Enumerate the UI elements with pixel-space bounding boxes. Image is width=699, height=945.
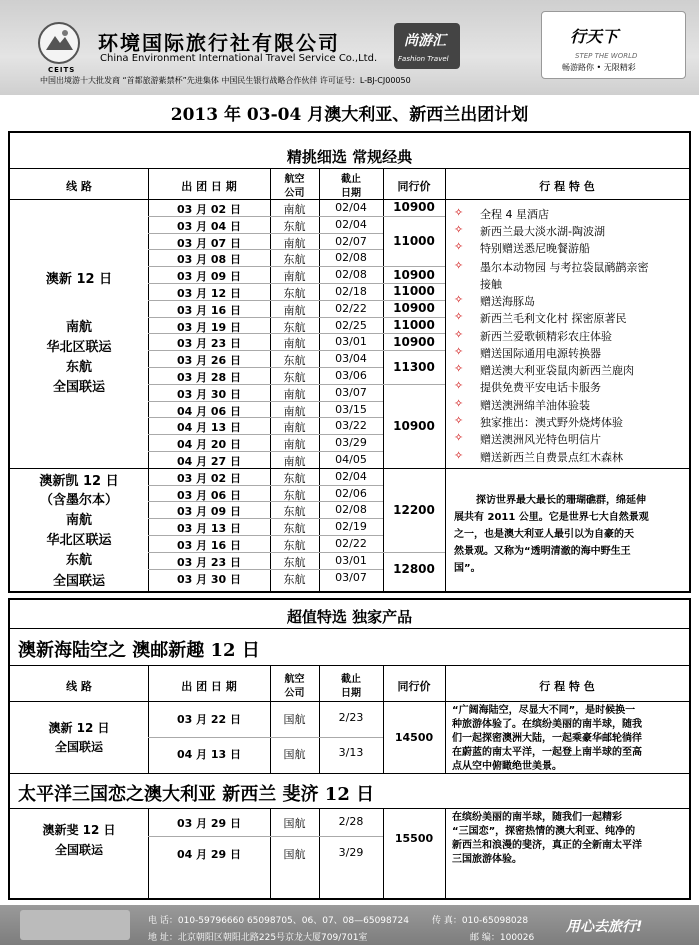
fashion-travel-en: Fashion Travel	[398, 55, 449, 63]
divider	[445, 665, 446, 773]
fashion-travel-cn: 尚游汇	[404, 33, 446, 49]
route2-line: 澳新凯 12 日	[39, 474, 119, 489]
row-divider	[148, 451, 383, 452]
star-icon: ✧	[454, 310, 464, 323]
s2-col-deadline1: 截止	[341, 674, 361, 685]
row-divider	[148, 552, 383, 553]
feature-item: 赠送澳大利亚袋鼠肉新西兰鹿肉	[480, 364, 634, 377]
row-divider	[148, 367, 383, 368]
page-title: 2013 年 03-04 月澳大利亚、新西兰出团计划	[170, 105, 529, 125]
airline: 国航	[283, 817, 306, 830]
divider	[445, 808, 446, 898]
depart-date: 03 月 13 日	[176, 522, 242, 536]
section1-desc-line: 展共有 2011 公里。它是世界七大自然景观	[454, 512, 649, 523]
footer-address: 地 址：北京朝阳区朝阳北路225号京龙大厦709/701室	[148, 933, 368, 943]
deadline: 03/29	[335, 436, 367, 450]
feature-item: 赠送澳洲风光特色明信片	[480, 433, 601, 446]
route1-line: 澳新 12 日	[45, 272, 113, 287]
s2-col-air1: 航空	[284, 674, 305, 685]
deadline: 02/08	[335, 503, 367, 517]
deadline: 02/25	[335, 318, 367, 332]
deadline: 02/08	[335, 268, 367, 282]
depart-date: 03 月 22 日	[176, 713, 242, 726]
step-world-logo-en: STEP THE WORLD	[575, 52, 638, 60]
row-divider	[148, 401, 383, 402]
peer-price: 11000	[393, 318, 435, 332]
promo-desc-line: 三国旅游体验。	[452, 854, 522, 865]
deadline: 03/07	[335, 385, 367, 399]
s2-route1-line2: 全国联运	[54, 740, 103, 754]
star-icon: ✧	[454, 240, 464, 253]
airline: 东航	[283, 522, 306, 536]
divider	[383, 808, 384, 898]
col-date: 出 团 日 期	[181, 180, 237, 193]
route1-line: 全国联运	[52, 380, 105, 395]
star-icon: ✧	[454, 206, 464, 219]
col-price: 同行价	[397, 180, 431, 193]
deadline: 04/05	[335, 453, 367, 466]
deadline: 02/04	[335, 201, 367, 214]
peer-price: 11000	[393, 284, 435, 299]
feature-item: 赠送澳洲绵羊油体验装	[480, 399, 590, 412]
route1-line: 华北区联运	[46, 340, 112, 355]
depart-date: 03 月 12 日	[176, 287, 242, 300]
promo-desc-line: 在蔚蓝的南太平洋，一起登上南半球的至高	[452, 747, 642, 758]
depart-date: 04 月 27 日	[176, 455, 242, 468]
divider	[383, 168, 384, 592]
airline: 东航	[283, 253, 306, 267]
depart-date: 03 月 09 日	[176, 270, 242, 284]
s2-route2-line2: 全国联运	[54, 843, 103, 857]
star-icon: ✧	[454, 362, 464, 375]
airline: 东航	[283, 471, 306, 485]
promo-desc-line: 新西兰和浪漫的斐济，真正的全新南太平洋	[452, 840, 642, 851]
promo-desc-line: 在缤纷美丽的南半球，随我们一起精彩	[452, 812, 622, 823]
row-divider	[148, 233, 383, 234]
footer-slogan: 用心去旅行!	[566, 919, 643, 935]
deadline: 02/06	[335, 486, 367, 500]
row-divider	[148, 485, 383, 486]
depart-date: 03 月 02 日	[176, 471, 242, 485]
s2-col-date: 出 团 日 期	[181, 680, 237, 693]
peer-price: 12200	[393, 502, 435, 517]
divider	[10, 701, 689, 702]
star-icon: ✧	[454, 328, 464, 341]
peer-price: 10900	[393, 334, 435, 349]
depart-date: 04 月 29 日	[176, 848, 242, 861]
depart-date: 03 月 16 日	[176, 303, 242, 317]
depart-date: 03 月 28 日	[176, 371, 242, 384]
route2-line: 东航	[65, 553, 92, 568]
step-world-logo-text: 行天下	[570, 27, 619, 46]
depart-date: 04 月 20 日	[176, 438, 242, 452]
airline: 东航	[283, 555, 306, 569]
depart-date: 03 月 26 日	[176, 354, 242, 368]
deadline: 03/15	[335, 402, 367, 416]
airline: 东航	[283, 354, 306, 368]
ceits-label: CEITS	[48, 66, 76, 74]
star-icon: ✧	[454, 345, 464, 358]
deadline: 02/08	[335, 251, 367, 265]
feature-item: 赠送新西兰自费景点红木森林	[480, 451, 623, 464]
deadline: 03/04	[335, 352, 367, 366]
airline: 南航	[283, 387, 306, 401]
col-deadline2: 日期	[341, 188, 361, 199]
promo1-title: 澳新海陆空之 澳邮新趣 12 日	[18, 640, 260, 661]
airline: 南航	[283, 270, 306, 284]
feature-item: 提供免费平安电话卡服务	[480, 381, 601, 394]
depart-date: 03 月 23 日	[176, 555, 242, 569]
promo-desc-line: 们一起探密澳洲大陆，一起乘豪华邮轮徜徉	[452, 733, 642, 744]
peer-price: 12800	[393, 561, 435, 576]
deadline: 2/23	[338, 711, 364, 724]
col-air2: 公司	[284, 188, 305, 199]
depart-date: 03 月 09 日	[176, 505, 242, 519]
s2-col-air2: 公司	[284, 688, 305, 699]
feature-item: 特别赠送悉尼晚餐游船	[480, 242, 590, 255]
divider	[445, 168, 446, 592]
depart-date: 03 月 16 日	[176, 539, 242, 552]
promo-desc-line: “三国恋”，探密热情的澳大利亚、纯净的	[452, 826, 636, 837]
deadline: 02/04	[335, 469, 367, 483]
deadline: 3/13	[338, 746, 364, 759]
feature-item: 赠送国际通用电源转换器	[480, 347, 601, 360]
divider	[10, 808, 689, 809]
divider	[10, 773, 689, 774]
section1-desc-line: 之一，也是澳大利亚人最引以为自豪的天	[454, 529, 634, 540]
divider	[148, 836, 383, 837]
section2-heading: 超值特选 独家产品	[286, 608, 413, 626]
star-icon: ✧	[454, 259, 464, 272]
price-divider	[383, 552, 445, 553]
row-divider	[148, 384, 383, 385]
divider	[10, 628, 689, 629]
depart-date: 03 月 08 日	[176, 253, 242, 267]
airline: 南航	[283, 236, 306, 250]
footer-tel: 电 话：010-59796660 65098705、06、07、08—65098724	[148, 916, 409, 926]
airline: 东航	[283, 371, 306, 384]
s2-col-deadline2: 日期	[341, 688, 361, 699]
company-logo-icon	[38, 22, 80, 64]
deadline: 02/07	[335, 234, 367, 248]
row-divider	[148, 535, 383, 536]
star-icon: ✧	[454, 223, 464, 236]
airline: 东航	[283, 488, 306, 502]
step-world-slogan: 畅游路你 • 无限精彩	[562, 63, 636, 72]
price-divider	[383, 350, 445, 351]
star-icon: ✧	[454, 414, 464, 427]
airline: 东航	[283, 219, 306, 233]
footer-fax: 传 真：010-65098028	[432, 916, 529, 926]
price-divider	[383, 216, 445, 217]
col-deadline1: 截止	[341, 174, 361, 185]
deadline: 02/04	[335, 217, 367, 231]
promo2-title: 太平洋三国恋之澳大利亚 新西兰 斐济 12 日	[18, 784, 375, 805]
airline: 南航	[283, 438, 306, 452]
star-icon: ✧	[454, 379, 464, 392]
section1-heading: 精挑细选 常规经典	[286, 148, 413, 166]
star-icon: ✧	[454, 431, 464, 444]
peer-price: 11000	[393, 234, 435, 248]
promo-desc-line: 点从空中俯瞰绝世美景。	[452, 761, 562, 772]
airline: 国航	[283, 848, 306, 861]
airline: 东航	[283, 287, 306, 300]
row-divider	[148, 501, 383, 502]
row-divider	[148, 249, 383, 250]
depart-date: 04 月 13 日	[176, 748, 242, 761]
price-divider	[383, 384, 445, 385]
company-credentials: 中国出境游十大批发商 “首都旅游紫禁杯”先进集体 中国民生银行战略合作伙伴 许可证号：L-BJ-CJ00050	[40, 76, 411, 85]
airline: 国航	[283, 748, 306, 761]
depart-date: 04 月 13 日	[176, 421, 242, 435]
company-name-en: China Environment International Travel Service Co.,Ltd.	[100, 53, 378, 64]
peer-price: 10900	[393, 200, 435, 215]
airline: 南航	[283, 421, 306, 435]
peer-price: 10900	[393, 267, 435, 282]
deadline: 03/01	[335, 335, 367, 349]
s2-route2-line1: 澳新斐 12 日	[42, 823, 116, 837]
airline: 南航	[283, 303, 306, 317]
row-divider	[148, 283, 383, 284]
row-divider	[148, 417, 383, 418]
col-air1: 航空	[284, 174, 305, 185]
divider	[383, 665, 384, 773]
s2-route1-line1: 澳新 12 日	[48, 721, 110, 735]
row-divider	[148, 216, 383, 217]
deadline: 02/18	[335, 285, 367, 298]
company-name-cn: 环境国际旅行社有限公司	[98, 31, 340, 55]
feature-item: 赠送海豚岛	[480, 295, 535, 308]
divider	[10, 199, 689, 200]
depart-date: 03 月 04 日	[176, 219, 242, 233]
partner-logos-icon	[20, 910, 130, 940]
depart-date: 03 月 30 日	[176, 572, 242, 586]
depart-date: 04 月 06 日	[176, 404, 242, 418]
deadline: 02/22	[335, 301, 367, 315]
feature-item: 新西兰爱歌顿精彩农庄体验	[480, 330, 612, 343]
deadline: 02/22	[335, 537, 367, 550]
route2-line: 南航	[65, 513, 92, 528]
feature-item: 墨尔本动物园 与考拉袋鼠鸸鹋亲密	[480, 261, 649, 274]
promo-desc-line: 种旅游体验了。在缤纷美丽的南半球，随我	[452, 719, 642, 730]
airline: 南航	[283, 455, 306, 468]
route2-line: 全国联运	[52, 574, 105, 589]
deadline: 3/29	[338, 846, 364, 859]
col-features: 行 程 特 色	[539, 180, 595, 193]
airline: 南航	[283, 337, 306, 351]
divider	[10, 665, 689, 666]
star-icon: ✧	[454, 397, 464, 410]
row-divider	[148, 518, 383, 519]
depart-date: 03 月 30 日	[176, 387, 242, 401]
s2-col-features: 行 程 特 色	[539, 680, 595, 693]
section1-desc-line: 然景观。又称为“透明清澈的海中野生王	[454, 546, 631, 557]
depart-date: 03 月 07 日	[176, 236, 242, 250]
deadline: 03/22	[335, 419, 367, 433]
row-divider	[148, 317, 383, 318]
depart-date: 03 月 06 日	[176, 488, 242, 502]
promo-desc-line: “广阔海陆空，尽显大不同”，是时候换一	[452, 705, 636, 716]
feature-item: 全程 4 星酒店	[480, 208, 549, 221]
divider	[148, 737, 383, 738]
airline: 东航	[283, 505, 306, 519]
deadline: 03/01	[335, 553, 367, 567]
peer-price: 10900	[393, 301, 435, 316]
peer-price: 11300	[393, 360, 435, 374]
peer-price: 10900	[393, 418, 435, 433]
row-divider	[148, 266, 383, 267]
s2-price1: 14500	[394, 731, 434, 744]
depart-date: 03 月 19 日	[176, 320, 242, 334]
route1-line: 南航	[65, 320, 92, 335]
s2-price2: 15500	[394, 832, 434, 845]
airline: 东航	[283, 539, 306, 552]
star-icon: ✧	[454, 293, 464, 306]
section1-desc-line: 探访世界最大最长的珊瑚礁群，绵延伸	[476, 495, 646, 506]
depart-date: 03 月 29 日	[176, 817, 242, 830]
route2-line: （含墨尔本）	[39, 493, 118, 508]
feature-item: 独家推出：澳式野外烧烤体验	[480, 416, 623, 429]
row-divider	[148, 333, 383, 334]
feature-item: 新西兰最大淡水湖-陶波湖	[480, 225, 605, 238]
airline: 国航	[283, 713, 306, 726]
deadline: 2/28	[338, 815, 364, 828]
airline: 南航	[283, 404, 306, 418]
feature-item: 接触	[480, 278, 502, 291]
star-icon: ✧	[454, 449, 464, 462]
section1-desc-line: 国”。	[454, 563, 481, 574]
feature-item: 新西兰毛利文化村 探密原著民	[480, 312, 627, 325]
deadline: 03/06	[335, 369, 367, 382]
airline: 南航	[283, 203, 306, 216]
divider	[10, 168, 689, 169]
route1-line: 东航	[65, 360, 92, 375]
row-divider	[148, 569, 383, 570]
row-divider	[148, 350, 383, 351]
footer-zip: 邮 编：100026	[470, 933, 535, 943]
depart-date: 03 月 02 日	[176, 203, 242, 216]
s2-col-price: 同行价	[397, 680, 431, 693]
row-divider	[148, 300, 383, 301]
airline: 东航	[283, 320, 306, 334]
s2-col-route: 线 路	[66, 680, 92, 693]
deadline: 02/19	[335, 520, 367, 534]
col-route: 线 路	[66, 180, 92, 193]
airline: 东航	[283, 572, 306, 586]
depart-date: 03 月 23 日	[176, 337, 242, 351]
route2-line: 华北区联运	[46, 533, 112, 548]
row-divider	[148, 434, 383, 435]
deadline: 03/07	[335, 570, 367, 584]
